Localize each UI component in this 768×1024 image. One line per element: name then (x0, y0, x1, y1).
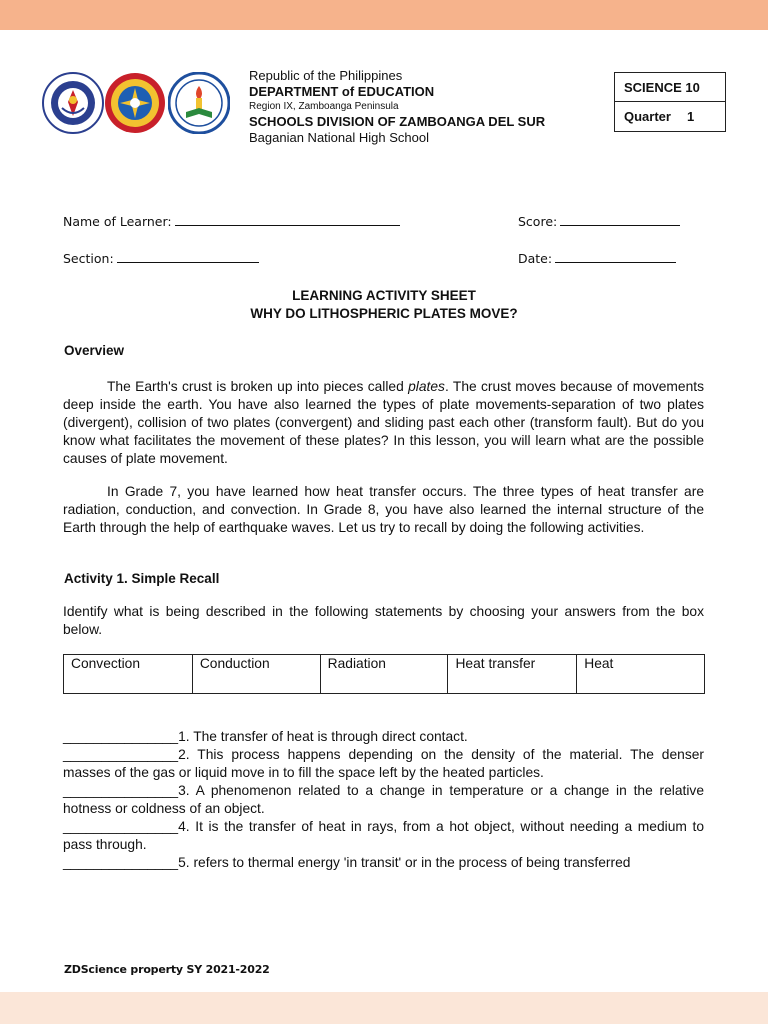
choice-heat-transfer: Heat transfer (448, 655, 577, 694)
recall-item-4: _______________4. It is the transfer of heat in rays, from a hot object, without needing a medium to pass through. (63, 819, 704, 852)
overview-paragraph-1 (63, 378, 704, 468)
activity-heading: Activity 1. Simple Recall (64, 571, 220, 586)
choice-heat: Heat (577, 655, 705, 694)
answer-blank-3[interactable]: _______________ (63, 783, 179, 798)
date-blank-line[interactable] (555, 251, 676, 263)
answer-blank-1[interactable]: _______________ (63, 729, 179, 744)
section-field[interactable] (63, 251, 259, 266)
overview-p1-emphasis: plates (408, 379, 445, 394)
subject-label: SCIENCE 10 (615, 73, 725, 102)
zamboanga-division-logo (104, 72, 166, 134)
section-label: Section: (63, 251, 114, 266)
recall-item-5: _______________5. refers to thermal energy 'in transit' or in the process of being transferred (63, 855, 631, 870)
overview-p1-text-a: The Earth's crust is broken up into pieces called (107, 379, 409, 394)
recall-item-2: _______________2. This process happens depending on the density of the material. The denser masses of the gas or liquid move in to fill the space left by the heated particles. (63, 747, 704, 780)
republic-text: Republic of the Philippines (249, 68, 403, 83)
quarter-label: Quarter (624, 109, 671, 124)
overview-heading: Overview (64, 343, 125, 358)
score-blank-line[interactable] (560, 214, 680, 226)
date-label: Date: (518, 251, 553, 266)
quarter-value: 1 (686, 109, 695, 124)
sheet-subtitle: WHY DO LITHOSPHERIC PLATES MOVE? (250, 306, 518, 321)
subject-box (614, 72, 726, 132)
department-text: DEPARTMENT of EDUCATION (249, 84, 435, 99)
overview-p1-text-b: . The crust moves because of movements deep inside the earth. You have also learned the types of plate movements-separation of two plates (divergent), collision of two plates (convergent) and sliding past each other (transform fault). But do you know what facilitates the movement of these plates? In this lesson, you will learn what are the possible causes of plate movement. (63, 379, 704, 466)
answer-blank-5[interactable]: _______________ (63, 855, 179, 870)
deped-seal-logo (42, 72, 104, 134)
overview-paragraph-2 (63, 483, 704, 537)
activity-instructions: Identify what is being described in the following statements by choosing your answers from the box below. (63, 604, 704, 637)
choice-convection: Convection (64, 655, 193, 694)
choices-box (63, 654, 705, 694)
sheet-title: LEARNING ACTIVITY SHEET (292, 288, 476, 303)
school-text: Baganian National High School (249, 130, 429, 145)
name-of-learner-field[interactable] (63, 214, 400, 229)
school-seal-logo (168, 72, 230, 134)
name-blank-line[interactable] (175, 214, 400, 226)
overview-p2-text: In Grade 7, you have learned how heat transfer occurs. The three types of heat transfer are radiation, conduction, and convection. In Grade 8, you have also learned the internal structure of the Earth through the help of earthquake waves. Let us try to recall by doing the following activities. (63, 484, 704, 535)
choice-conduction: Conduction (192, 655, 320, 694)
answer-blank-4[interactable]: _______________ (63, 819, 179, 834)
division-text: SCHOOLS DIVISION OF ZAMBOANGA DEL SUR (249, 114, 546, 129)
recall-item-1: _______________1. The transfer of heat is through direct contact. (63, 729, 468, 744)
bottom-banner (0, 992, 768, 1024)
recall-item-3: _______________3. A phenomenon related to a change in temperature or a change in the relative hotness or coldness of an object. (63, 783, 704, 816)
score-label: Score: (518, 214, 558, 229)
region-text: Region IX, Zamboanga Peninsula (249, 101, 399, 112)
recall-items (63, 728, 704, 872)
quarter-row (615, 102, 725, 131)
choice-radiation: Radiation (320, 655, 448, 694)
date-field[interactable] (518, 251, 676, 266)
answer-blank-2[interactable]: _______________ (63, 747, 179, 762)
footer-text: ZDScience property SY 2021-2022 (64, 963, 270, 976)
score-field[interactable] (518, 214, 680, 229)
name-label: Name of Learner: (63, 214, 172, 229)
section-blank-line[interactable] (117, 251, 259, 263)
top-banner (0, 0, 768, 30)
school-header (249, 68, 545, 146)
